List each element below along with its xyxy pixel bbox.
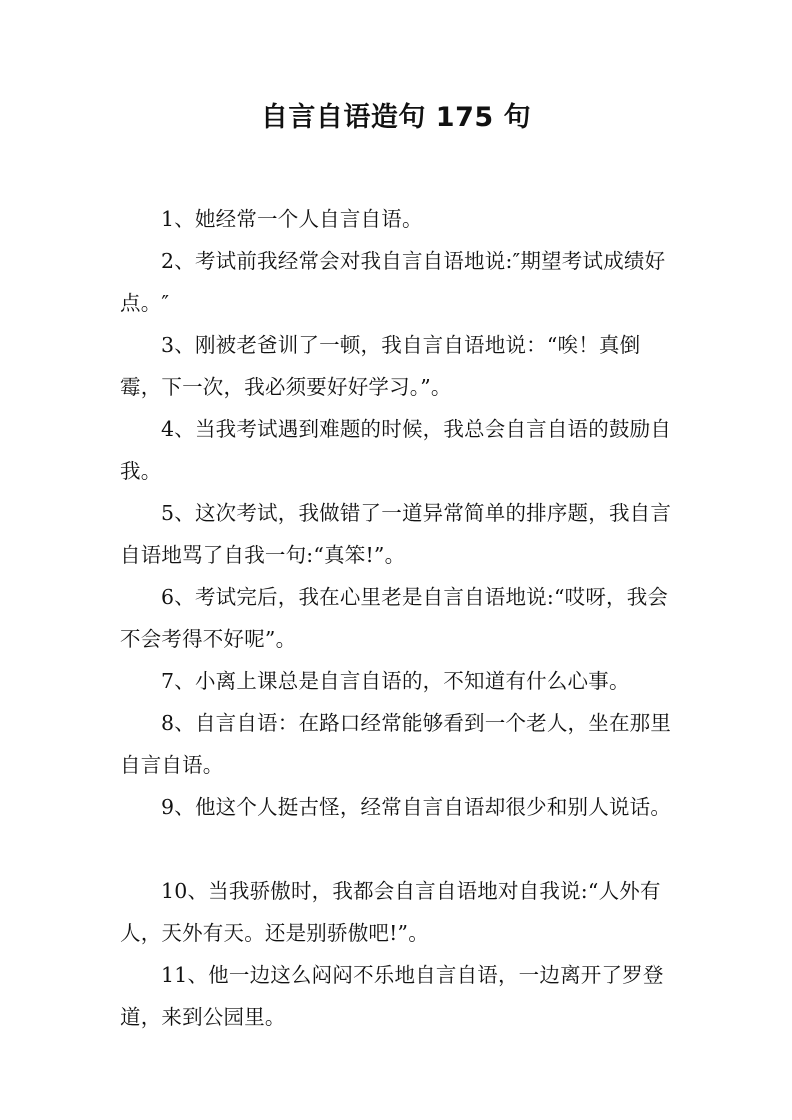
sentence-8: 8、自言自语：在路口经常能够看到一个老人，坐在那里自言自语。	[120, 711, 672, 777]
sentence-2: 2、考试前我经常会对我自言自语地说:″期望考试成绩好点。″	[120, 249, 666, 315]
sentence-11: 11、他一边这么闷闷不乐地自言自语，一边离开了罗登道，来到公园里。	[120, 963, 664, 1029]
sentence-1: 1、她经常一个人自言自语。	[161, 207, 423, 231]
sentence-10: 10、当我骄傲时，我都会自言自语地对自我说:“人外有人，天外有天。还是别骄傲吧!”。	[120, 879, 661, 945]
paragraph-gap	[120, 828, 676, 870]
sentence-3: 3、刚被老爸训了一顿，我自言自语地说：“唉！真倒霉，下一次，我必须要好好学习。”。	[120, 333, 641, 399]
sentence-9: 9、他这个人挺古怪，经常自言自语却很少和别人说话。	[161, 795, 672, 819]
document-title: 自言自语造句 175 句	[260, 102, 532, 133]
sentence-6: 6、考试完后，我在心里老是自言自语地说:“哎呀，我会不会考得不好呢”。	[120, 585, 669, 651]
sentence-list	[120, 198, 676, 1038]
sentence-4: 4、当我考试遇到难题的时候，我总会自言自语的鼓励自我。	[120, 417, 672, 483]
sentence-5: 5、这次考试，我做错了一道异常简单的排序题，我自言自语地骂了自我一句:“真笨!”。	[120, 501, 672, 567]
sentence-7: 7、小离上课总是自言自语的，不知道有什么心事。	[161, 669, 630, 693]
